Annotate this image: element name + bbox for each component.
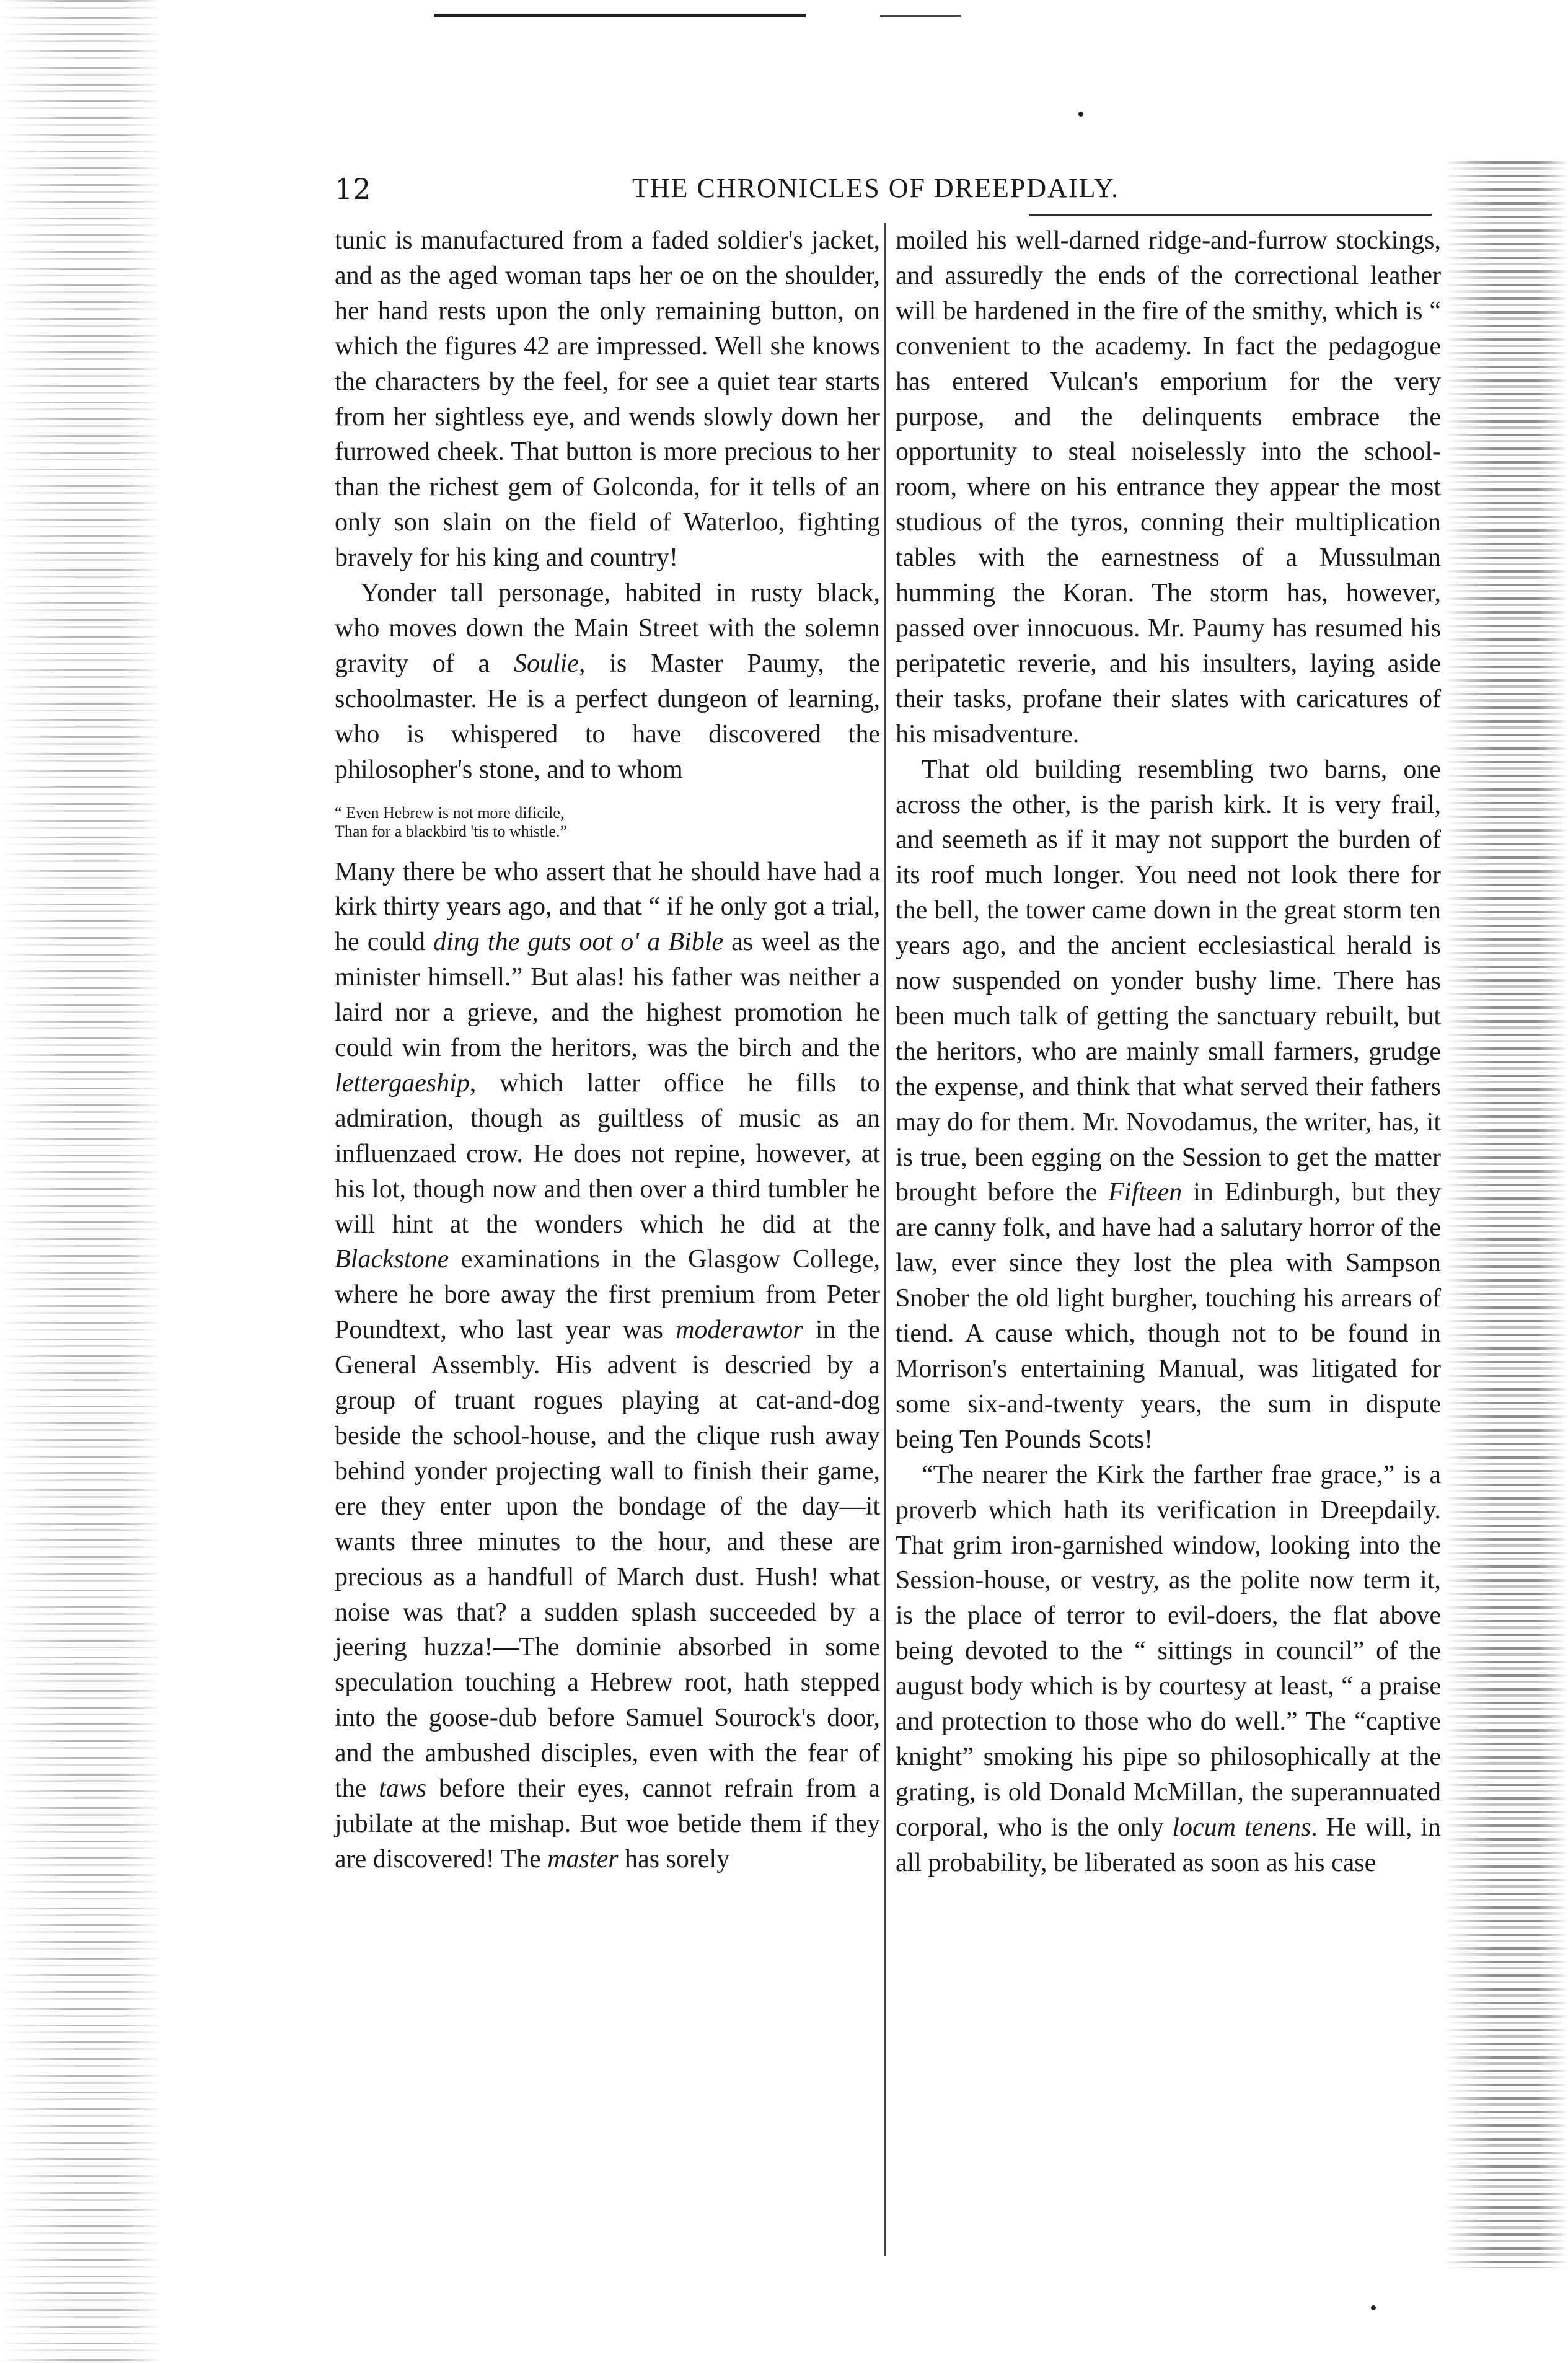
paragraph: tunic is manufactured from a faded soldier's jacket, and as the aged woman taps her oe on the shoulder, her hand rests upon the only remaining button, on which the figures 42 are impressed. Well she knows the characters by the feel, for see a quiet tear starts from her sightless eye, and wends slowly down her furrowed cheek. That button is more precious to her than the richest gem of Golconda, for it tells of an only son slain on the field of Waterloo, fighting bravely for his king and country! (335, 226, 880, 573)
paragraph: That old building resembling two barns, one across the other, is the parish kirk. It is very frail, and seemeth as if it may not support the burden of its roof much longer. You need not look there for the bell, the tower came down in the great storm ten years ago, and the ancient ecclesiastical herald is now suspended on yonder bushy lime. There has been much talk of getting the sanctuary rebuilt, but the heritors, who are mainly small farmers, grudge the expense, and think that what served their fathers may do for them. Mr. Novodamus, the writer, has, it is true, been egging on the Session to get the matter brought before the Fifteen in Edinburgh, but they are canny folk, and have had a salutary horror of the law, ever since they lost the plea with Sampson Snober the old light burgher, touching his arrears of tiend. A cause which, though not to be found in Morrison's entertaining Manual, was litigated for some six-and-twenty years, the sum in dispute being Ten Pounds Scots! (896, 755, 1441, 1454)
text-column-right (896, 223, 1441, 1881)
header-rule (1029, 214, 1432, 216)
top-rule-short (880, 15, 961, 17)
paragraph: “The nearer the Kirk the farther frae grace,” is a proverb which hath its verification in Dreepdaily. That grim iron-garnished window, looking into the Session-house, or vestry, as the polite now term it, is the place of terror to evil-doers, the flat above being devoted to the “ sittings in council” of the august body which is by courtesy at least, “ a praise and protection to those who do well.” The “captive knight” smoking his pipe so philosophically at the grating, is old Donald McMillan, the superannuated corporal, who is the only locum tenens. He will, in all probability, be liberated as soon as his case (896, 1460, 1442, 1877)
top-rule (434, 14, 806, 17)
quote-line: Than for a blackbird 'tis to whistle.” (335, 822, 568, 840)
paragraph: Yonder tall personage, habited in rusty black, who moves down the Main Street with the solemn gravity of a Soulie, is Master Paumy, the schoolmaster. He is a perfect dungeon of learning, who is whispered to have discovered the philosopher's stone, and to whom (335, 579, 880, 784)
scanned-binding-edge-left (0, 0, 161, 2363)
paragraph: Many there be who assert that he should have had a kirk thirty years ago, and that “ if he only got a trial, he could ding the guts oot o' a Bible as weel as the minister himsell.” But alas! his father was neither a laird nor a grieve, and the highest promotion he could win from the heritors, was the birch and the lettergaeship, which latter office he fills to admiration, though as guiltless of music as an influenzaed crow. He does not repine, however, at his lot, though now and then over a third tumbler he will hint at the wonders which he did at the Blackstone examinations in the Glasgow College, where he bore away the first premium from Peter Poundtext, who last year was moderawtor in the General Assembly. His advent is descried by a group of truant rogues playing at cat-and-dog beside the school-house, and the clique rush away behind yonder projecting wall to finish their game, ere they enter upon the bondage of the day—it wants three minutes to the hour, and these are precious as a handfull of March dust. Hush! what noise was that? a sudden splash succeeded by a jeering huzza!—The dominie absorbed in some speculation touching a Hebrew root, hath stepped into the goose-dub before Samuel Sourock's door, and the ambushed disciples, even with the fear of the taws before their eyes, cannot refrain from a jubilate at the mishap. But woe betide them if they are discovered! The master has sorely (335, 857, 881, 1873)
ink-speck (1078, 112, 1083, 117)
scanned-binding-edge-right (1444, 161, 1568, 2268)
quote-line: “ Even Hebrew is not more dificile, (335, 803, 565, 822)
ink-speck (1371, 2305, 1376, 2310)
page-number: 12 (335, 172, 371, 206)
text-column-left (335, 223, 880, 1877)
running-head: THE CHRONICLES OF DREEPDAILY. (632, 173, 1120, 203)
column-divider (884, 223, 886, 2256)
verse-quotation (335, 804, 880, 841)
paragraph: moiled his well-darned ridge-and-furrow stockings, and assuredly the ends of the correctional leather will be hardened in the fire of the smithy, which is “ convenient to the academy. In fact the pedagogue has entered Vulcan's emporium for the very purpose, and the delinquents embrace the opportunity to steal noiselessly into the school-room, where on his entrance they appear the most studious of the tyros, conning their multiplication tables with the earnestness of a Mussulman humming the Koran. The storm has, however, passed over innocuous. Mr. Paumy has resumed his peripatetic reverie, and his insulters, laying aside their tasks, profane their slates with caricatures of his misadventure. (896, 226, 1441, 749)
